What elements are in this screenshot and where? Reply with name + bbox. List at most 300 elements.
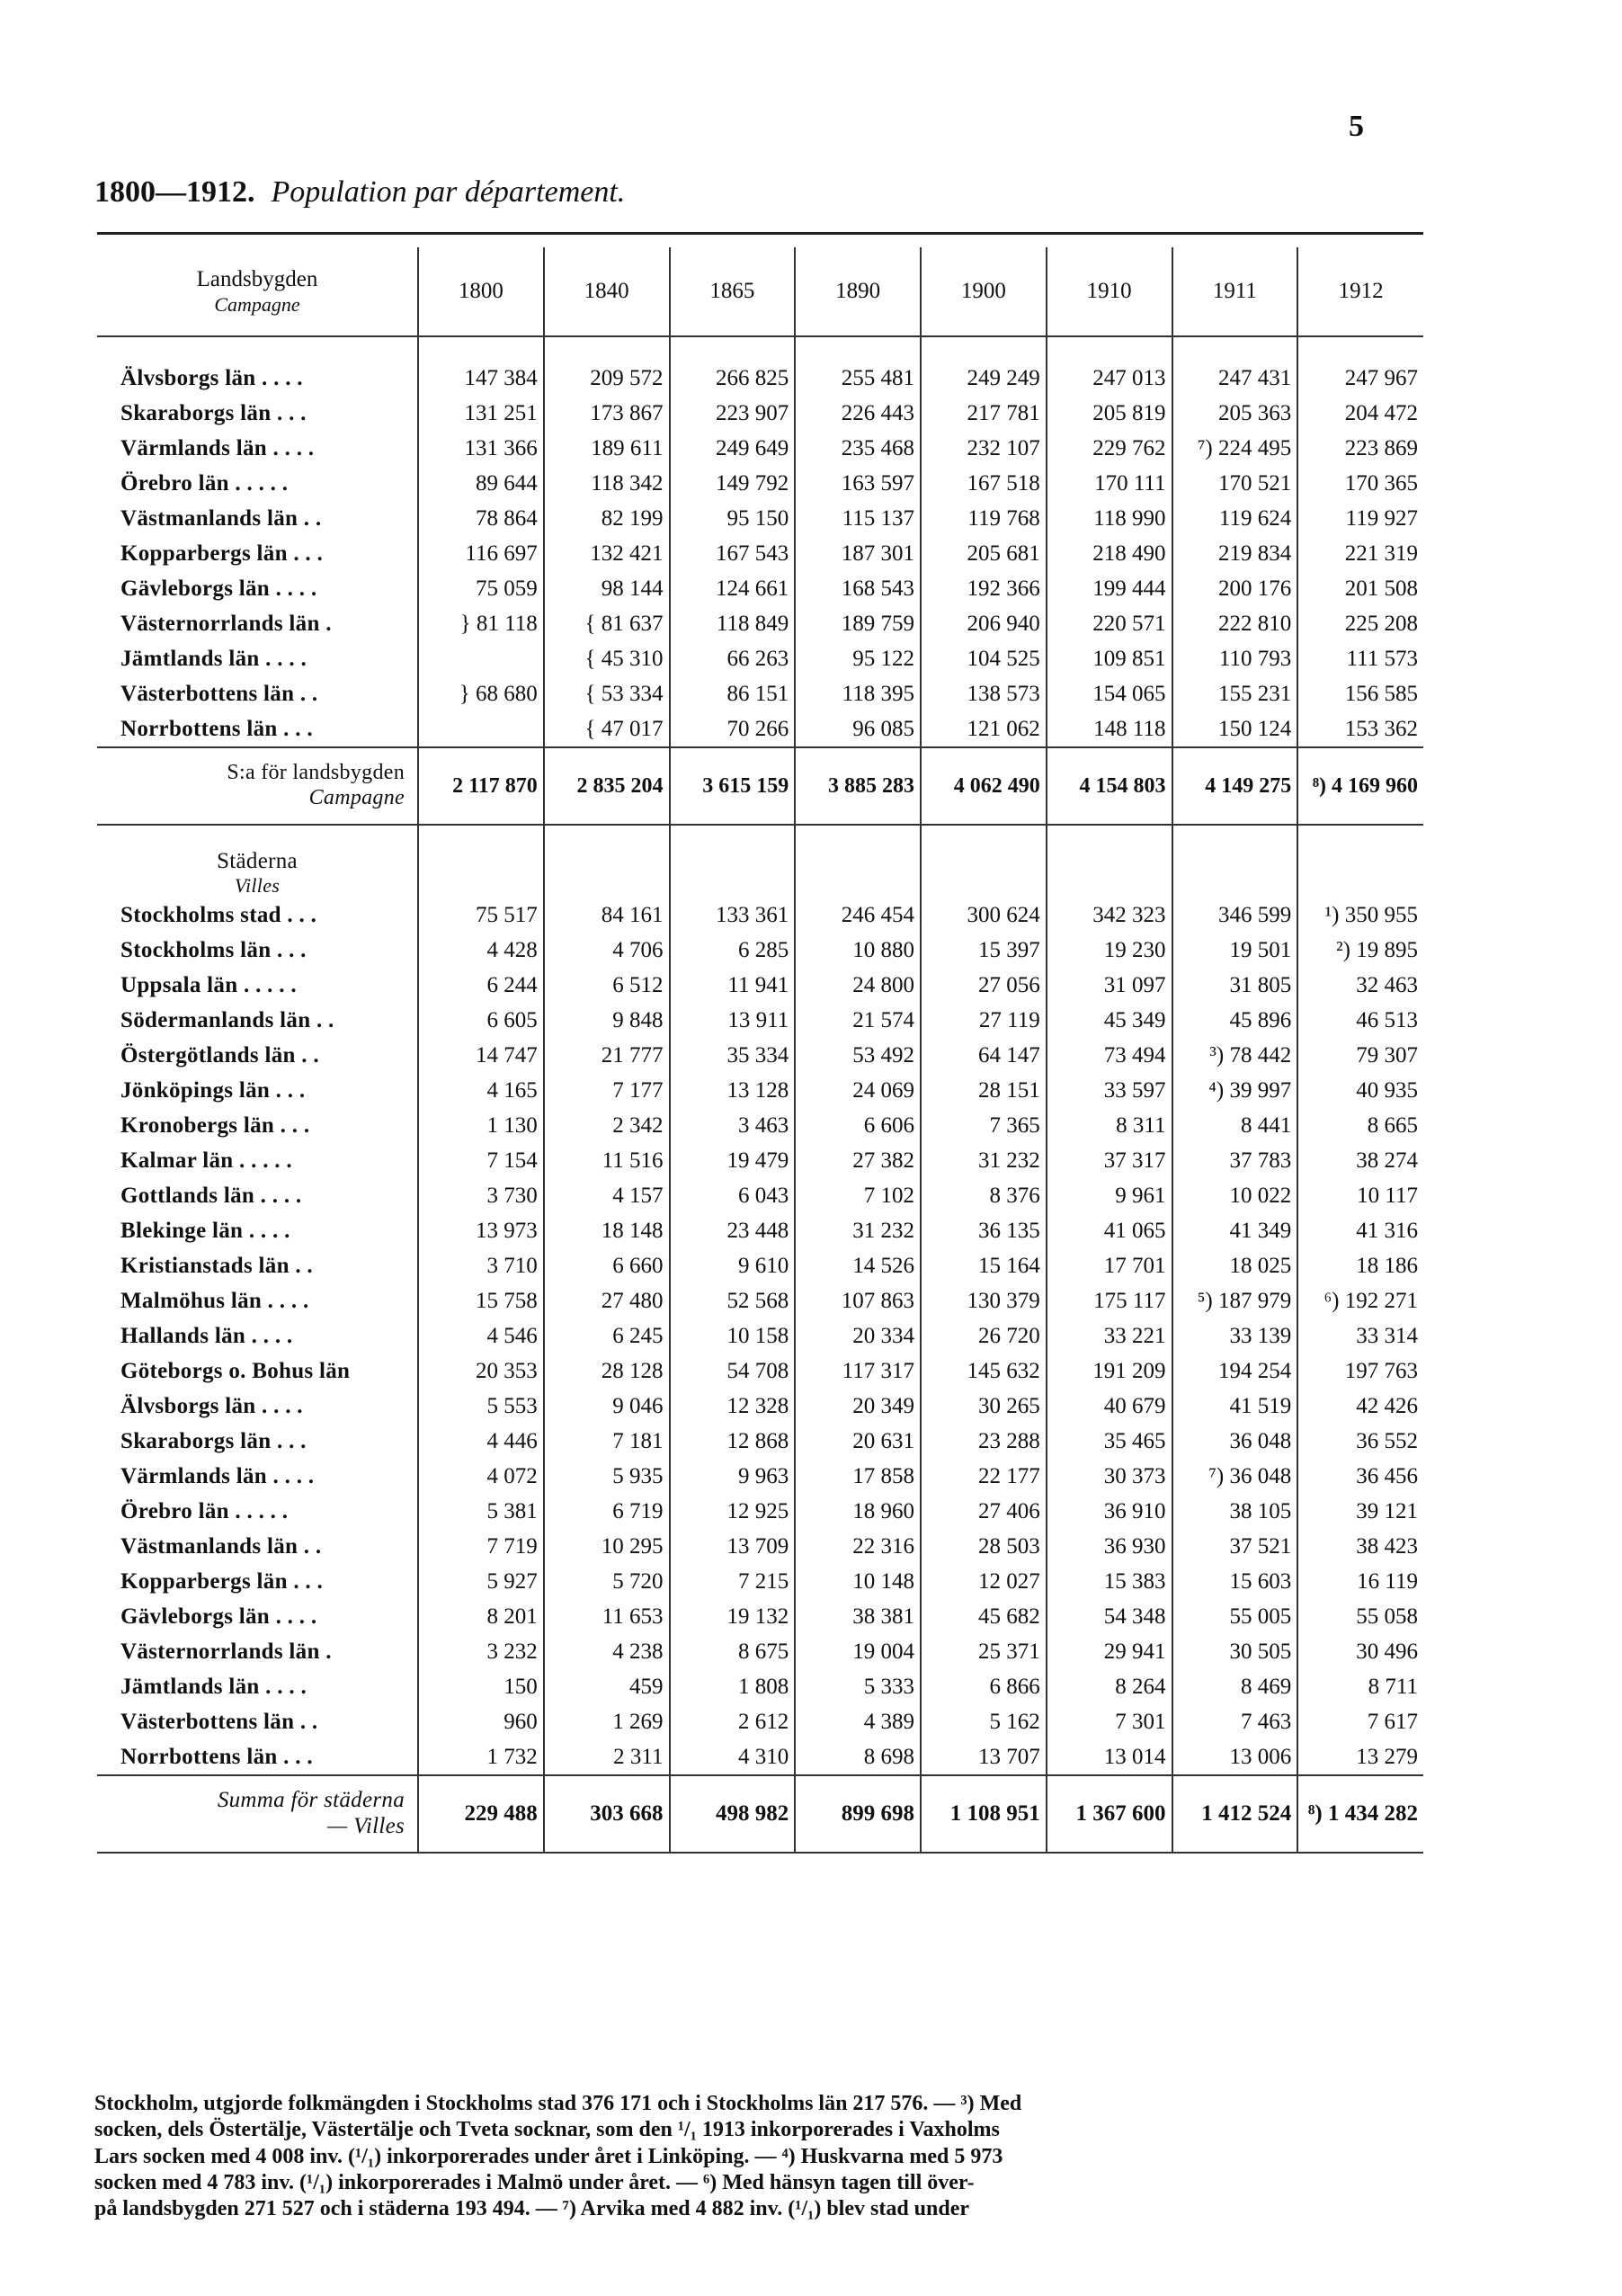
value-cell: 189 759	[795, 606, 921, 641]
empty-cell	[921, 849, 1047, 898]
row-label: Stockholms stad . . .	[120, 902, 317, 927]
towns-row	[97, 1704, 1423, 1739]
sum-value: 899 698	[795, 1775, 921, 1853]
value-cell: 148 118	[1047, 711, 1172, 747]
value-cell: 118 395	[795, 676, 921, 711]
value-cell: 12 328	[670, 1389, 796, 1424]
value-cell: 23 448	[670, 1213, 796, 1248]
sum-label-cell	[97, 1775, 418, 1853]
sum-value: 1 367 600	[1047, 1775, 1172, 1853]
value-cell: 95 150	[670, 501, 796, 536]
value-cell: 121 062	[921, 711, 1047, 747]
value-cell: ¹) 350 955	[1297, 898, 1423, 933]
value-cell: 119 768	[921, 501, 1047, 536]
row-label: Gävleborgs län . . . .	[120, 576, 317, 601]
rural-row	[97, 711, 1423, 747]
row-label: Värmlands län . . . .	[120, 435, 315, 460]
value-cell: 5 162	[921, 1704, 1047, 1739]
value-cell: 7 177	[544, 1073, 670, 1108]
value-cell: 247 431	[1172, 361, 1298, 396]
header-year: 1900	[921, 247, 1047, 336]
row-label: Västernorrlands län .	[120, 1639, 332, 1664]
row-label: Kristianstads län . .	[120, 1253, 313, 1278]
row-label: Västmanlands län . .	[120, 505, 322, 531]
empty-cell	[795, 849, 921, 898]
sum-label-sub: — Villes	[327, 1814, 405, 1838]
value-cell: 18 025	[1172, 1248, 1298, 1283]
value-cell: 1 130	[418, 1108, 544, 1143]
value-cell: 119 624	[1172, 501, 1298, 536]
value-cell: 38 274	[1297, 1143, 1423, 1178]
value-cell: 52 568	[670, 1283, 796, 1318]
value-cell: 86 151	[670, 676, 796, 711]
row-label: Örebro län . . . . .	[120, 470, 289, 496]
row-label: Jönköpings län . . .	[120, 1077, 306, 1103]
rural-row	[97, 606, 1423, 641]
value-cell: 218 490	[1047, 536, 1172, 571]
value-cell: 175 117	[1047, 1283, 1172, 1318]
value-cell: 4 310	[670, 1739, 796, 1775]
value-cell: 26 720	[921, 1318, 1047, 1353]
value-cell: 14 747	[418, 1038, 544, 1073]
value-cell: 150	[418, 1669, 544, 1704]
value-cell: 7 617	[1297, 1704, 1423, 1739]
value-cell: 89 644	[418, 466, 544, 501]
empty-cell	[1297, 849, 1423, 898]
value-cell: 79 307	[1297, 1038, 1423, 1073]
value-cell: 36 456	[1297, 1459, 1423, 1494]
value-cell: 95 122	[795, 641, 921, 676]
heading-years: 1800—1912.	[94, 175, 255, 209]
sum-value: 2 835 204	[544, 747, 670, 825]
towns-row	[97, 1459, 1423, 1494]
value-cell: 266 825	[670, 361, 796, 396]
header-name-main: Landsbygden	[196, 266, 318, 291]
value-cell: 130 379	[921, 1283, 1047, 1318]
row-label: Värmlands län . . . .	[120, 1463, 315, 1488]
value-cell: 29 941	[1047, 1634, 1172, 1669]
value-cell: 30 505	[1172, 1634, 1298, 1669]
value-cell: 30 265	[921, 1389, 1047, 1424]
value-cell: 7 301	[1047, 1704, 1172, 1739]
value-cell: 15 397	[921, 933, 1047, 968]
towns-row	[97, 1318, 1423, 1353]
value-cell: 104 525	[921, 641, 1047, 676]
value-cell: 35 334	[670, 1038, 796, 1073]
rural-row	[97, 571, 1423, 606]
value-cell: 36 048	[1172, 1424, 1298, 1459]
value-cell: 116 697	[418, 536, 544, 571]
value-cell: 11 653	[544, 1599, 670, 1634]
header-name-sub: Campagne	[214, 292, 300, 316]
towns-row	[97, 1494, 1423, 1529]
value-cell: 38 381	[795, 1599, 921, 1634]
value-cell: 247 013	[1047, 361, 1172, 396]
value-cell: 7 719	[418, 1529, 544, 1564]
row-label: Kronobergs län . . .	[120, 1112, 310, 1138]
value-cell: 8 201	[418, 1599, 544, 1634]
spacer-cell	[921, 825, 1047, 849]
value-cell: 15 164	[921, 1248, 1047, 1283]
value-cell: 13 006	[1172, 1739, 1298, 1775]
value-cell: 131 366	[418, 431, 544, 466]
value-cell: { 81 637	[544, 606, 670, 641]
value-cell: 28 128	[544, 1353, 670, 1389]
value-cell: 35 465	[1047, 1424, 1172, 1459]
value-cell: 41 065	[1047, 1213, 1172, 1248]
value-cell: 14 526	[795, 1248, 921, 1283]
value-cell: 13 709	[670, 1529, 796, 1564]
value-cell: 31 805	[1172, 968, 1298, 1003]
value-cell: 36 135	[921, 1213, 1047, 1248]
value-cell: 13 911	[670, 1003, 796, 1038]
value-cell: 40 679	[1047, 1389, 1172, 1424]
value-cell: 219 834	[1172, 536, 1298, 571]
footnote-line: Lars socken med 4 008 inv. (¹/₁) inkorporerades under året i Linköping. — ⁴) Huskvarna med 5 973	[94, 2144, 1003, 2168]
footnote-line: socken, dels Östertälje, Västertälje och Tveta socknar, som den ¹/₁ 1913 inkorporerades i Vaxholms	[94, 2118, 1000, 2142]
value-cell: 189 611	[544, 431, 670, 466]
towns-row	[97, 1389, 1423, 1424]
heading-title: Population par département.	[271, 175, 626, 209]
rural-row	[97, 466, 1423, 501]
value-cell: 10 158	[670, 1318, 796, 1353]
value-cell: 8 698	[795, 1739, 921, 1775]
value-cell: 20 353	[418, 1353, 544, 1389]
value-cell: 200 176	[1172, 571, 1298, 606]
value-cell: 27 119	[921, 1003, 1047, 1038]
spacer-cell	[544, 336, 670, 361]
spacer-cell	[1172, 825, 1298, 849]
value-cell: ⁴) 39 997	[1172, 1073, 1298, 1108]
value-cell: 55 005	[1172, 1599, 1298, 1634]
row-label: Norrbottens län . . .	[120, 1744, 313, 1769]
value-cell: 33 314	[1297, 1318, 1423, 1353]
value-cell: 204 472	[1297, 396, 1423, 431]
value-cell: 38 423	[1297, 1529, 1423, 1564]
rural-row	[97, 431, 1423, 466]
value-cell: 28 151	[921, 1073, 1047, 1108]
value-cell: 12 925	[670, 1494, 796, 1529]
towns-row	[97, 1424, 1423, 1459]
towns-row	[97, 1599, 1423, 1634]
value-cell: 3 232	[418, 1634, 544, 1669]
row-label: Stockholms län . . .	[120, 937, 307, 962]
value-cell: 31 232	[795, 1213, 921, 1248]
value-cell: 23 288	[921, 1424, 1047, 1459]
towns-row	[97, 933, 1423, 968]
value-cell: 118 342	[544, 466, 670, 501]
spacer-cell	[97, 825, 418, 849]
value-cell: 19 004	[795, 1634, 921, 1669]
value-cell: ⁶) 192 271	[1297, 1283, 1423, 1318]
value-cell: } 81 118	[418, 606, 544, 641]
row-label: Västerbottens län . .	[120, 681, 318, 706]
row-label: Älvsborgs län . . . .	[120, 1393, 303, 1418]
value-cell: { 45 310	[544, 641, 670, 676]
footnote-line: socken med 4 783 inv. (¹/₁) inkorporerades i Malmö under året. — ⁶) Med hänsyn tagen till över-	[94, 2170, 975, 2194]
row-label: Jämtlands län . . . .	[120, 646, 307, 671]
value-cell: 55 058	[1297, 1599, 1423, 1634]
value-cell: 70 266	[670, 711, 796, 747]
row-label: Östergötlands län . .	[120, 1042, 319, 1068]
value-cell: 170 521	[1172, 466, 1298, 501]
rural-row	[97, 641, 1423, 676]
row-label: Uppsala län . . . . .	[120, 972, 297, 997]
value-cell: 13 014	[1047, 1739, 1172, 1775]
sum-value: 3 615 159	[670, 747, 796, 825]
value-cell: 5 720	[544, 1564, 670, 1599]
value-cell: 7 365	[921, 1108, 1047, 1143]
sum-value: 498 982	[670, 1775, 796, 1853]
rural-row	[97, 361, 1423, 396]
value-cell: 8 441	[1172, 1108, 1298, 1143]
value-cell: 31 097	[1047, 968, 1172, 1003]
value-cell: 217 781	[921, 396, 1047, 431]
value-cell: 27 406	[921, 1494, 1047, 1529]
value-cell: 20 631	[795, 1424, 921, 1459]
value-cell: 223 869	[1297, 431, 1423, 466]
sum-label-cell	[97, 747, 418, 825]
value-cell: 8 711	[1297, 1669, 1423, 1704]
value-cell	[418, 711, 544, 747]
value-cell: 247 967	[1297, 361, 1423, 396]
value-cell: 15 603	[1172, 1564, 1298, 1599]
value-cell: 32 463	[1297, 968, 1423, 1003]
value-cell: 20 334	[795, 1318, 921, 1353]
value-cell: 131 251	[418, 396, 544, 431]
value-cell: 7 463	[1172, 1704, 1298, 1739]
value-cell: 31 232	[921, 1143, 1047, 1178]
value-cell: 27 480	[544, 1283, 670, 1318]
value-cell: 41 316	[1297, 1213, 1423, 1248]
value-cell: 37 783	[1172, 1143, 1298, 1178]
row-label: Norrbottens län . . .	[120, 716, 313, 741]
value-cell: 118 990	[1047, 501, 1172, 536]
value-cell: 16 119	[1297, 1564, 1423, 1599]
value-cell: 2 342	[544, 1108, 670, 1143]
value-cell: 33 139	[1172, 1318, 1298, 1353]
value-cell: 5 553	[418, 1389, 544, 1424]
row-label: Västerbottens län . .	[120, 1709, 318, 1734]
towns-section-title-row	[97, 849, 1423, 898]
towns-row	[97, 1529, 1423, 1564]
value-cell: 3 730	[418, 1178, 544, 1213]
value-cell: 21 574	[795, 1003, 921, 1038]
value-cell: 4 706	[544, 933, 670, 968]
row-label: Gävleborgs län . . . .	[120, 1604, 317, 1629]
page-number: 5	[1349, 110, 1364, 143]
value-cell: 5 935	[544, 1459, 670, 1494]
value-cell: 98 144	[544, 571, 670, 606]
value-cell: 19 501	[1172, 933, 1298, 968]
value-cell: 19 132	[670, 1599, 796, 1634]
spacer-row	[97, 336, 1423, 361]
value-cell: 156 585	[1297, 676, 1423, 711]
row-label: Gottlands län . . . .	[120, 1183, 302, 1208]
value-cell: 8 675	[670, 1634, 796, 1669]
value-cell: 6 244	[418, 968, 544, 1003]
row-label: Skaraborgs län . . .	[120, 1428, 307, 1453]
value-cell: ⁵) 187 979	[1172, 1283, 1298, 1318]
value-cell: 10 295	[544, 1529, 670, 1564]
value-cell: 110 793	[1172, 641, 1298, 676]
value-cell: 2 311	[544, 1739, 670, 1775]
value-cell: 124 661	[670, 571, 796, 606]
towns-row	[97, 1073, 1423, 1108]
sum-value: 4 154 803	[1047, 747, 1172, 825]
section-title-cell	[97, 849, 418, 898]
towns-row	[97, 1283, 1423, 1318]
value-cell: 30 496	[1297, 1634, 1423, 1669]
value-cell: 64 147	[921, 1038, 1047, 1073]
value-cell: 145 632	[921, 1353, 1047, 1389]
value-cell: { 53 334	[544, 676, 670, 711]
value-cell: 1 269	[544, 1704, 670, 1739]
value-cell: 8 264	[1047, 1669, 1172, 1704]
row-label: Västmanlands län . .	[120, 1533, 322, 1559]
value-cell: 8 665	[1297, 1108, 1423, 1143]
towns-row	[97, 1213, 1423, 1248]
value-cell: 27 056	[921, 968, 1047, 1003]
value-cell: 223 907	[670, 396, 796, 431]
value-cell: 220 571	[1047, 606, 1172, 641]
value-cell: 205 363	[1172, 396, 1298, 431]
value-cell: 2 612	[670, 1704, 796, 1739]
value-cell: 12 027	[921, 1564, 1047, 1599]
value-cell: 4 389	[795, 1704, 921, 1739]
value-cell: 10 148	[795, 1564, 921, 1599]
header-year: 1800	[418, 247, 544, 336]
value-cell: 54 708	[670, 1353, 796, 1389]
towns-row	[97, 968, 1423, 1003]
sum-value: ⁸) 1 434 282	[1297, 1775, 1423, 1853]
value-cell: 54 348	[1047, 1599, 1172, 1634]
value-cell: 6 605	[418, 1003, 544, 1038]
value-cell: 10 022	[1172, 1178, 1298, 1213]
value-cell: 118 849	[670, 606, 796, 641]
empty-cell	[670, 849, 796, 898]
spacer-cell	[795, 336, 921, 361]
towns-row	[97, 1108, 1423, 1143]
value-cell: 28 503	[921, 1529, 1047, 1564]
value-cell: 111 573	[1297, 641, 1423, 676]
value-cell: 222 810	[1172, 606, 1298, 641]
spacer-cell	[670, 825, 796, 849]
spacer-row	[97, 825, 1423, 849]
value-cell: 33 221	[1047, 1318, 1172, 1353]
value-cell: 9 046	[544, 1389, 670, 1424]
value-cell: 170 365	[1297, 466, 1423, 501]
value-cell: 84 161	[544, 898, 670, 933]
sum-value: 1 412 524	[1172, 1775, 1298, 1853]
value-cell: 37 521	[1172, 1529, 1298, 1564]
value-cell: { 47 017	[544, 711, 670, 747]
spacer-cell	[418, 825, 544, 849]
value-cell: 1 732	[418, 1739, 544, 1775]
header-year: 1865	[670, 247, 796, 336]
sum-value: 229 488	[418, 1775, 544, 1853]
footnotes	[94, 2091, 1425, 2222]
spacer-cell	[1172, 336, 1298, 361]
towns-row	[97, 1353, 1423, 1389]
value-cell: 17 701	[1047, 1248, 1172, 1283]
header-year: 1912	[1297, 247, 1423, 336]
row-label: Södermanlands län . .	[120, 1007, 334, 1032]
sum-value: 2 117 870	[418, 747, 544, 825]
spacer-cell	[1297, 336, 1423, 361]
towns-row	[97, 1003, 1423, 1038]
value-cell: 6 606	[795, 1108, 921, 1143]
towns-row	[97, 898, 1423, 933]
value-cell: 12 868	[670, 1424, 796, 1459]
section-title: Städerna	[217, 849, 298, 873]
value-cell: 8 311	[1047, 1108, 1172, 1143]
value-cell: 132 421	[544, 536, 670, 571]
value-cell: 6 285	[670, 933, 796, 968]
rural-row	[97, 676, 1423, 711]
row-label: Göteborgs o. Bohus län	[120, 1358, 351, 1383]
value-cell: 255 481	[795, 361, 921, 396]
empty-cell	[544, 849, 670, 898]
spacer-cell	[1297, 825, 1423, 849]
value-cell: 249 249	[921, 361, 1047, 396]
value-cell: 15 383	[1047, 1564, 1172, 1599]
spacer-cell	[670, 336, 796, 361]
value-cell: 117 317	[795, 1353, 921, 1389]
value-cell: 109 851	[1047, 641, 1172, 676]
value-cell: 232 107	[921, 431, 1047, 466]
spacer-cell	[418, 336, 544, 361]
value-cell	[418, 641, 544, 676]
value-cell: 6 660	[544, 1248, 670, 1283]
value-cell: 19 230	[1047, 933, 1172, 968]
value-cell: 13 279	[1297, 1739, 1423, 1775]
value-cell: 4 157	[544, 1178, 670, 1213]
value-cell: 4 072	[418, 1459, 544, 1494]
value-cell: 9 610	[670, 1248, 796, 1283]
value-cell: 3 710	[418, 1248, 544, 1283]
value-cell: 18 186	[1297, 1248, 1423, 1283]
value-cell: 167 543	[670, 536, 796, 571]
top-rule	[97, 232, 1423, 235]
value-cell: 7 154	[418, 1143, 544, 1178]
value-cell: 459	[544, 1669, 670, 1704]
sum-value: 4 062 490	[921, 747, 1047, 825]
value-cell: 147 384	[418, 361, 544, 396]
value-cell: 115 137	[795, 501, 921, 536]
value-cell: ²) 19 895	[1297, 933, 1423, 968]
spacer-cell	[544, 825, 670, 849]
value-cell: 27 382	[795, 1143, 921, 1178]
value-cell: 4 446	[418, 1424, 544, 1459]
value-cell: 4 546	[418, 1318, 544, 1353]
towns-row	[97, 1634, 1423, 1669]
value-cell: 8 469	[1172, 1669, 1298, 1704]
rural-row	[97, 396, 1423, 431]
row-label: Blekinge län . . . .	[120, 1218, 290, 1243]
value-cell: 75 517	[418, 898, 544, 933]
value-cell: 10 880	[795, 933, 921, 968]
header-row	[97, 247, 1423, 336]
section-title-sub: Villes	[234, 874, 281, 897]
value-cell: 246 454	[795, 898, 921, 933]
value-cell: 201 508	[1297, 571, 1423, 606]
value-cell: 46 513	[1297, 1003, 1423, 1038]
footnote-line: Stockholm, utgjorde folkmängden i Stockholms stad 376 171 och i Stockholms län 217 576. — ³) Med	[94, 2092, 1022, 2115]
towns-row	[97, 1038, 1423, 1073]
value-cell: 194 254	[1172, 1353, 1298, 1389]
value-cell: 346 599	[1172, 898, 1298, 933]
